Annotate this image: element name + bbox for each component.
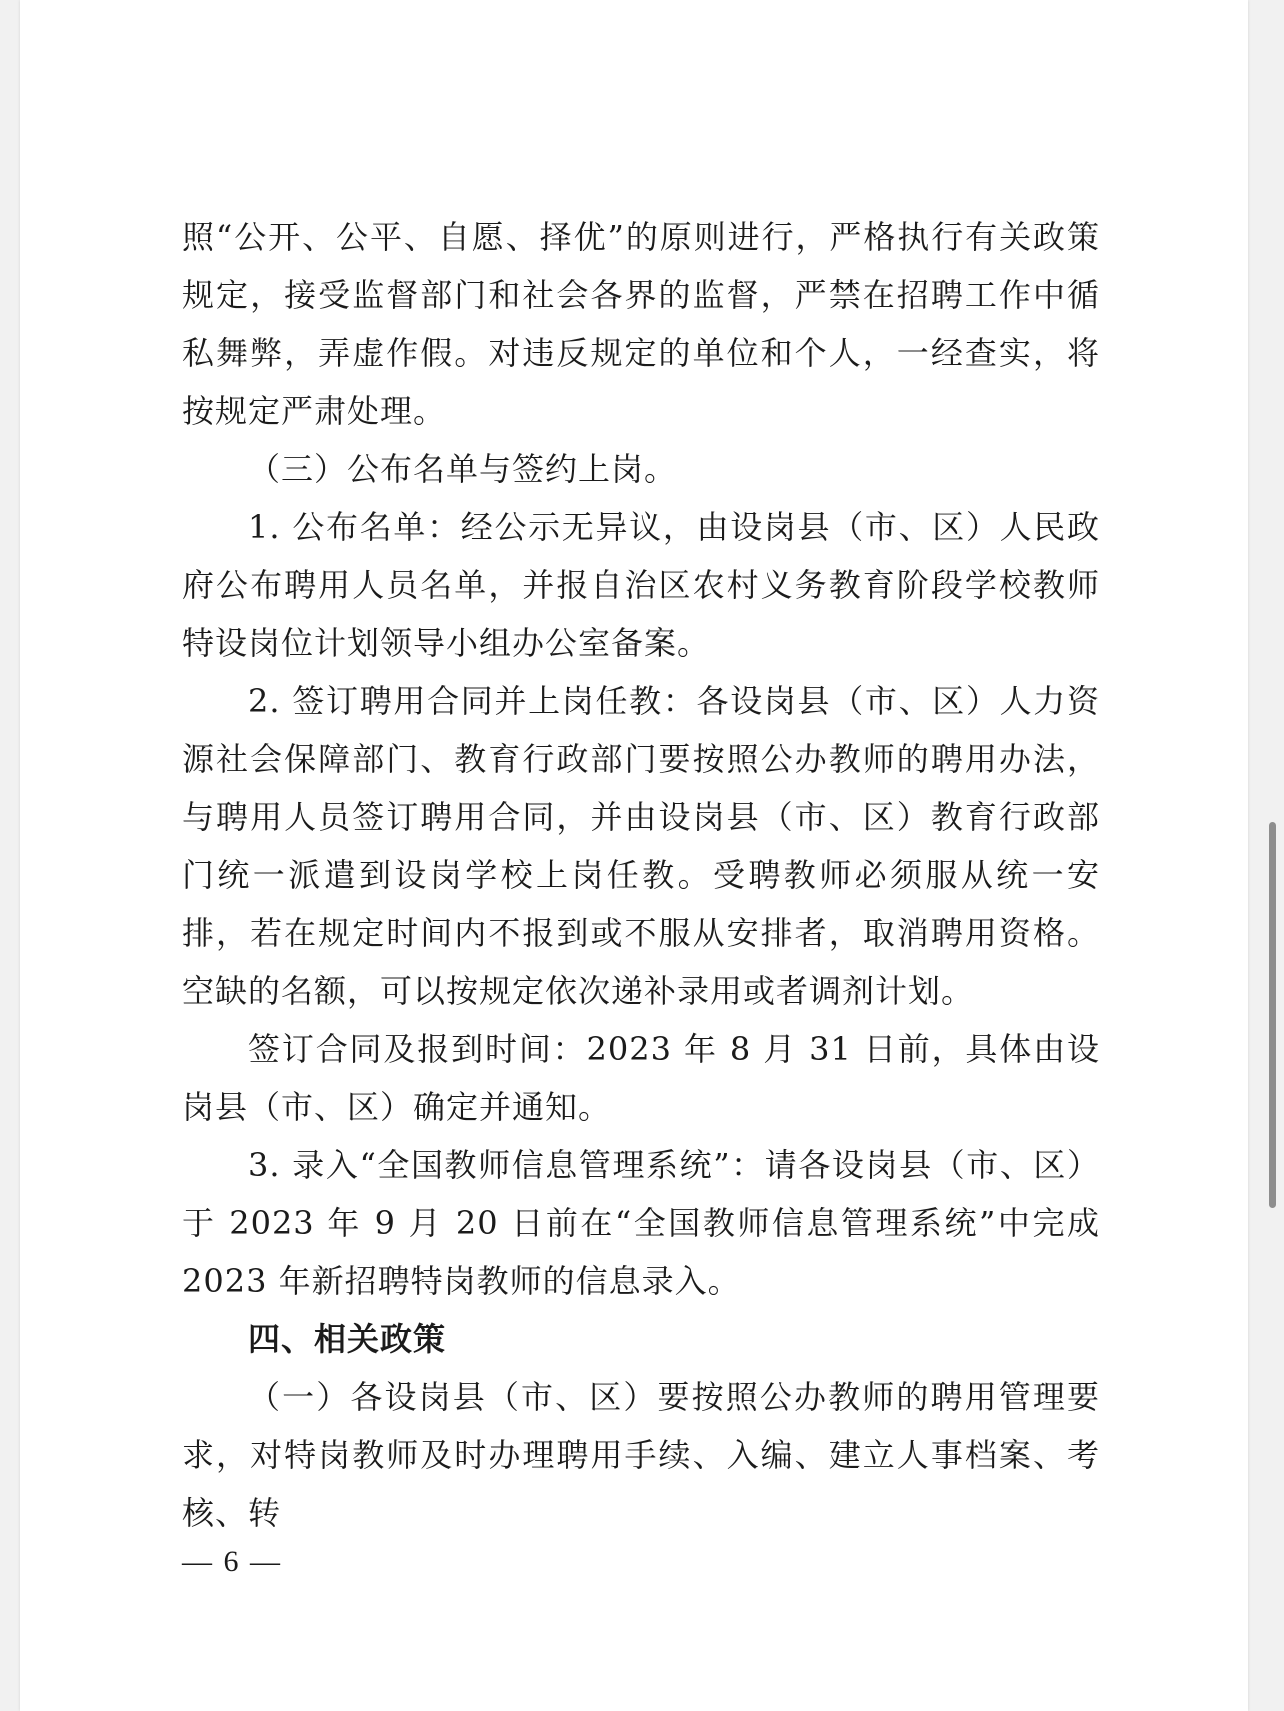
document-page — [20, 0, 1248, 1711]
section-heading-related-policies: 四、相关政策 — [248, 1320, 447, 1358]
vertical-scrollbar[interactable] — [1269, 822, 1276, 1208]
paragraph-policy-one: （一）各设岗县（市、区）要按照公办教师的聘用管理要求，对特岗教师及时办理聘用手续、入编、建立人事档案、考核、转 — [182, 1378, 1100, 1532]
paragraph-sign-contract: 2. 签订聘用合同并上岗任教：各设岗县（市、区）人力资源社会保障部门、教育行政部门要按照公办教师的聘用办法，与聘用人员签订聘用合同，并由设岗县（市、区）教育行政部门统一派遣到设岗学校上岗任教。受聘教师必须服从统一安排，若在规定时间内不报到或不服从安排者，取消聘用资格。空缺的名额，可以按规定依次递补录用或者调剂计划。 — [182, 682, 1100, 1010]
paragraph-sign-deadline: 签订合同及报到时间：2023 年 8 月 31 日前，具体由设岗县（市、区）确定并通知。 — [182, 1030, 1100, 1126]
page-number: — 6 — — [182, 1545, 282, 1578]
paragraph-publish-list: 1. 公布名单：经公示无异议，由设岗县（市、区）人民政府公布聘用人员名单，并报自治区农村义务教育阶段学校教师特设岗位计划领导小组办公室备案。 — [182, 508, 1100, 662]
paragraph-principles: 照“公开、公平、自愿、择优”的原则进行，严格执行有关政策规定，接受监督部门和社会各界的监督，严禁在招聘工作中循私舞弊，弄虚作假。对违反规定的单位和个人，一经查实，将按规定严肃处理。 — [182, 218, 1100, 430]
paragraph-system-entry: 3. 录入“全国教师信息管理系统”：请各设岗县（市、区）于 2023 年 9 月 20 日前在“全国教师信息管理系统”中完成 2023 年新招聘特岗教师的信息录入。 — [182, 1146, 1100, 1300]
section-heading-publish-and-sign: （三）公布名单与签约上岗。 — [248, 450, 678, 488]
document-body — [182, 208, 1100, 1542]
